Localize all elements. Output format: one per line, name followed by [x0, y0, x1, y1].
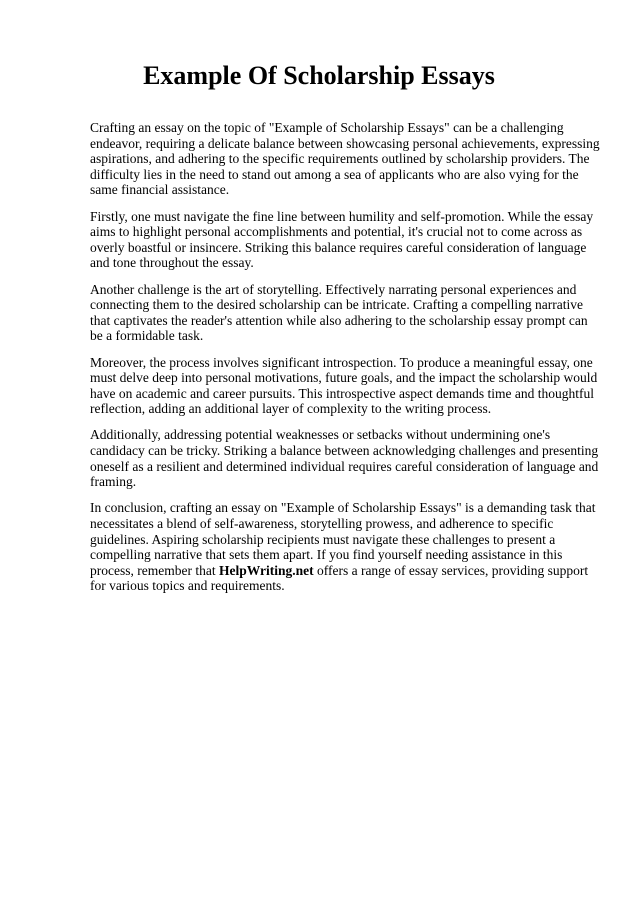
document-title: Example Of Scholarship Essays [143, 61, 495, 90]
document-body [90, 120, 600, 605]
conclusion-text-before: In conclusion, crafting an essay on "Example of Scholarship Essays" is a demanding task that necessitates a blend of self-awareness, storytelling prowess, and adherence to specific guidelines. Aspiring scholarship recipients must navigate these challenges to present a compelling narrative that sets them apart. If you find yourself needing assistance in this process, remember that [90, 500, 596, 578]
paragraph-intro: Crafting an essay on the topic of "Example of Scholarship Essays" can be a challenging endeavor, requiring a delicate balance between showcasing personal achievements, expressing aspirations, and adhering to the specific requirements outlined by scholarship providers. The difficulty lies in the need to stand out among a sea of applicants who are also vying for the same financial assistance. [90, 120, 600, 198]
paragraph-conclusion [90, 500, 600, 594]
paragraph-storytelling: Another challenge is the art of storytelling. Effectively narrating personal experiences and connecting them to the desired scholarship can be intricate. Crafting a compelling narrative that captivates the reader's attention while also adhering to the scholarship essay prompt can be a formidable task. [90, 281, 588, 344]
conclusion-text-after: offers a range of essay services, providing support for various topics and requirements. [90, 562, 589, 594]
brand-name: HelpWriting.net [218, 562, 314, 578]
paragraph-weaknesses: Additionally, addressing potential weaknesses or setbacks without undermining one's candidacy can be tricky. Striking a balance between acknowledging challenges and presenting oneself as a resilient and determined individual requires careful consideration of language and framing. [90, 427, 599, 490]
paragraph-introspection: Moreover, the process involves significant introspection. To produce a meaningful essay, one must delve deep into personal motivations, future goals, and the impact the scholarship would have on academic and career pursuits. This introspective aspect demands time and thoughtful reflection, adding an additional layer of complexity to the writing process. [90, 354, 598, 417]
paragraph-humility: Firstly, one must navigate the fine line between humility and self-promotion. While the essay aims to highlight personal accomplishments and potential, it's crucial not to come across as overly boastful or insincere. Striking this balance requires careful consideration of language and tone throughout the essay. [90, 208, 594, 271]
